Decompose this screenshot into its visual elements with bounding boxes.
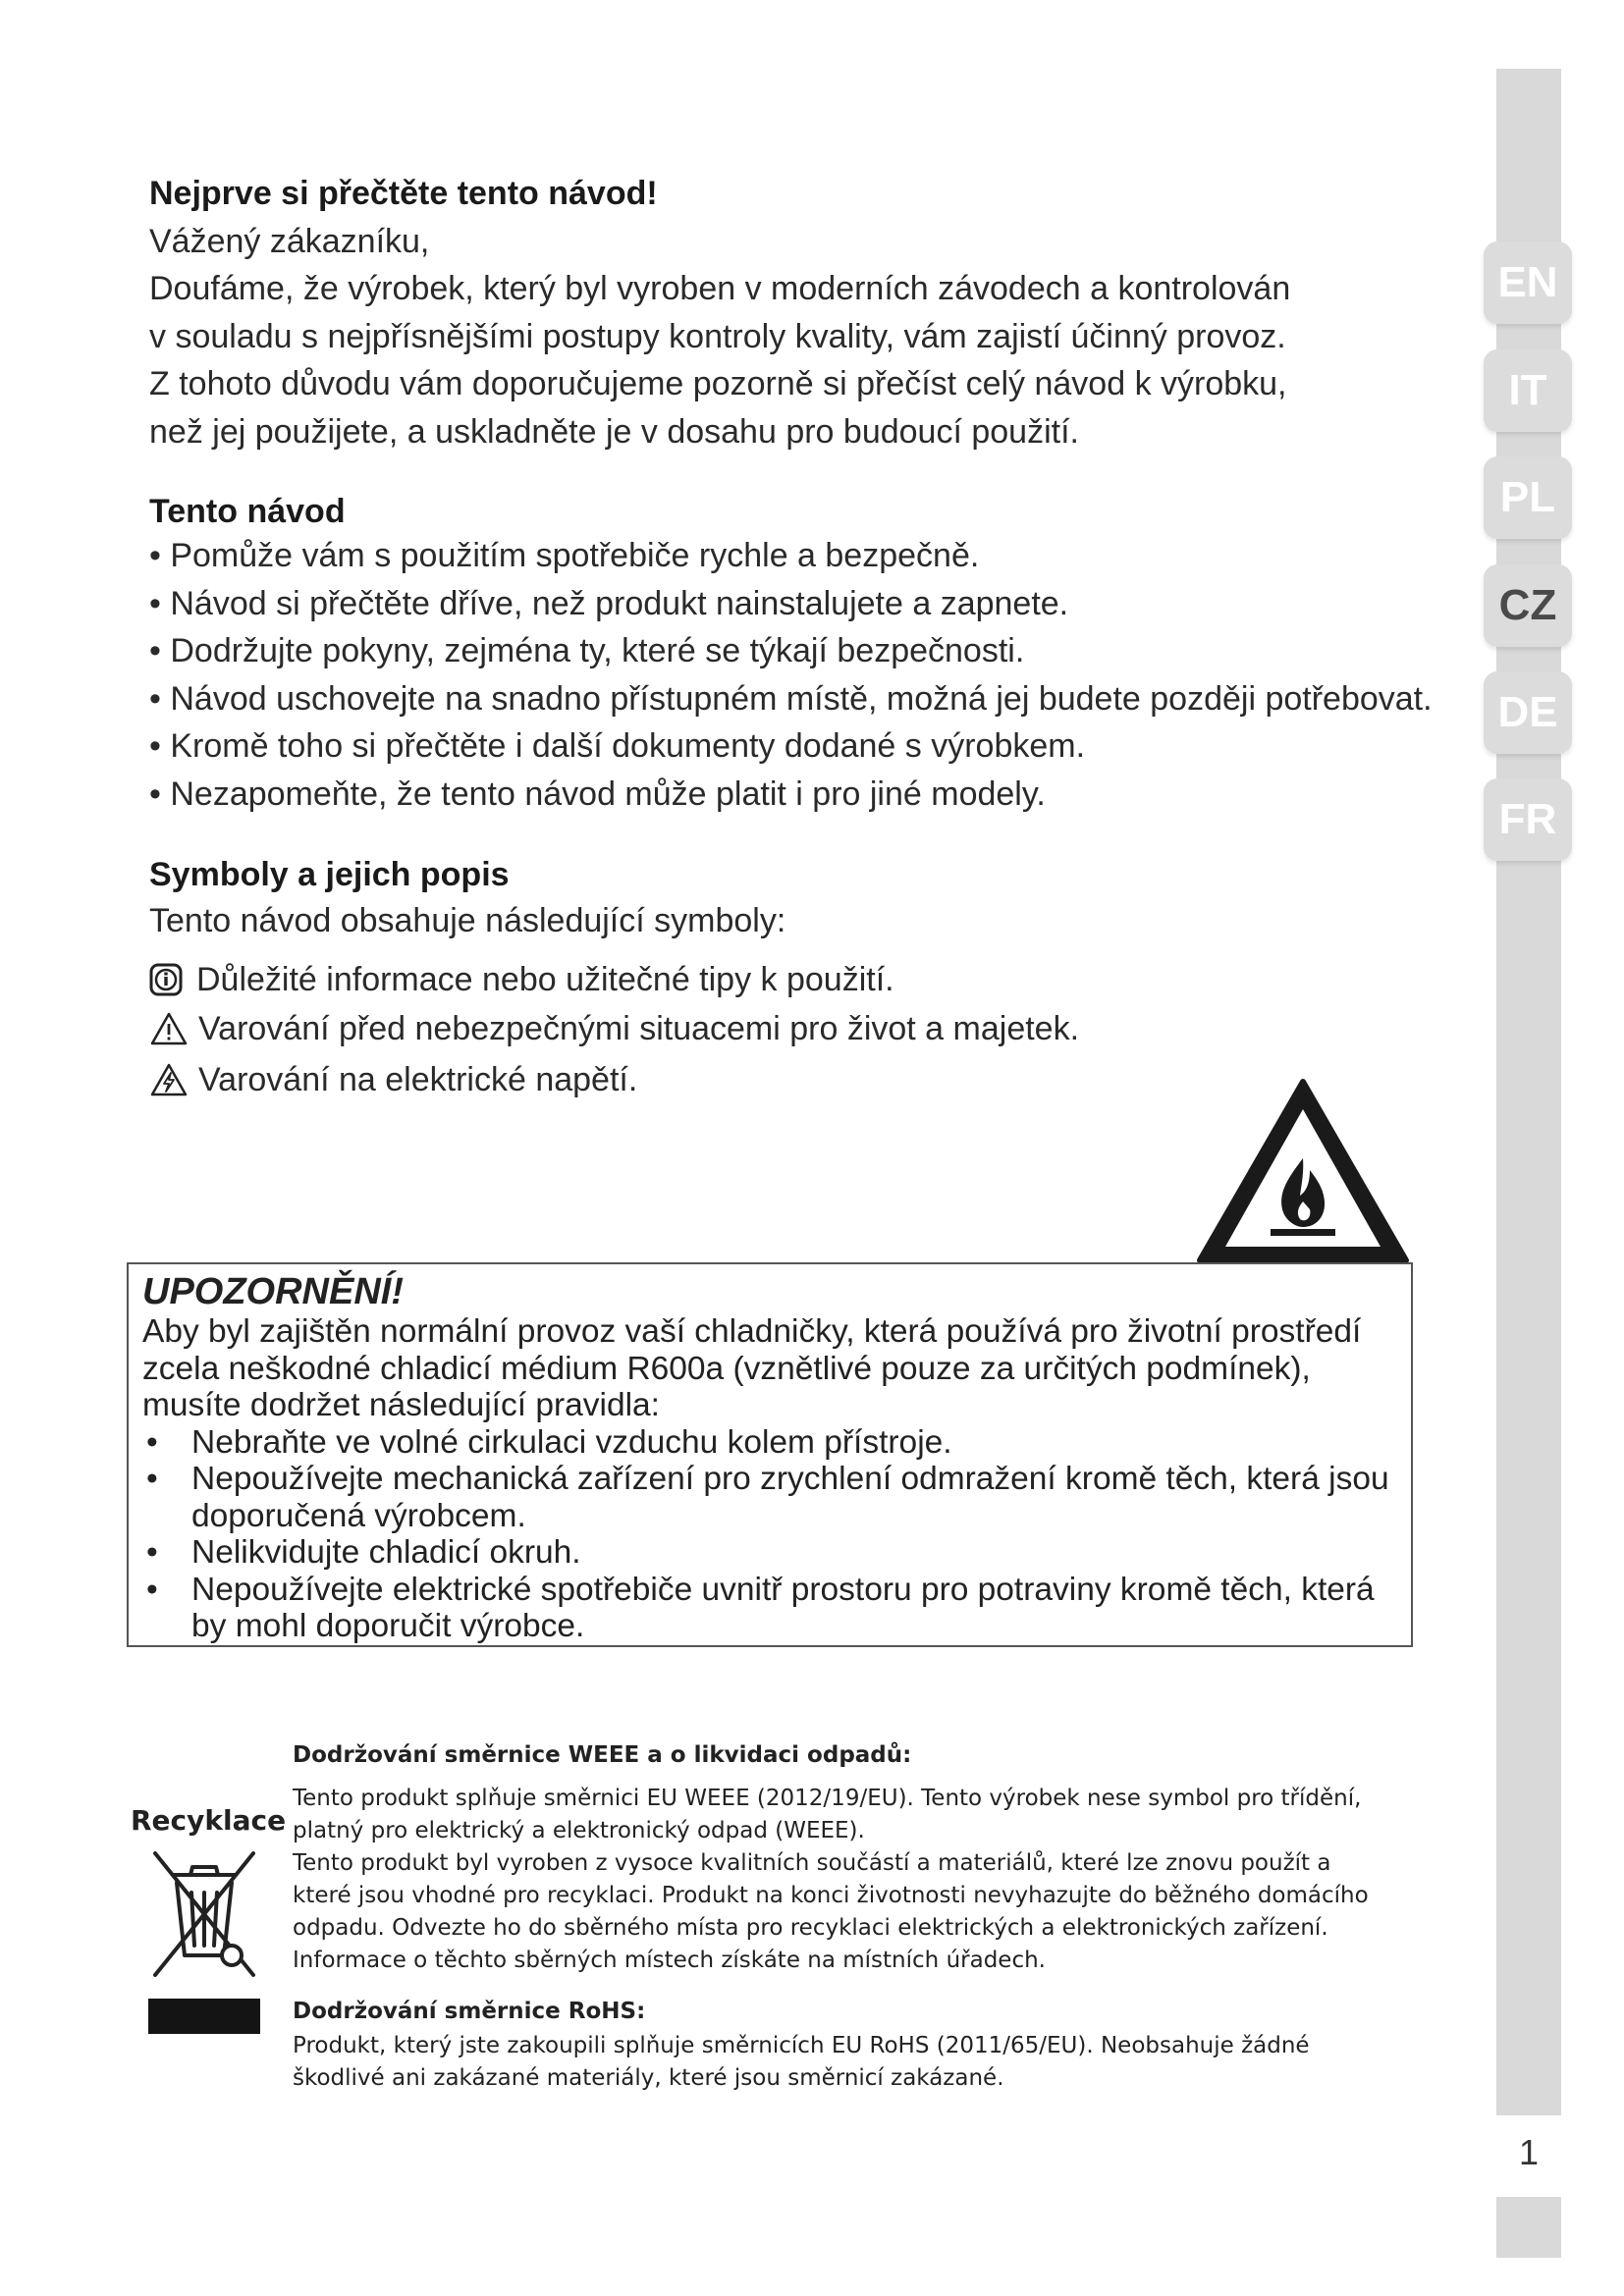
info-icon (149, 963, 183, 996)
intro-line: Doufáme, že výrobek, který byl vyroben v moderních závodech a kontrolován (149, 270, 1291, 307)
intro-heading: Nejprve si přečtěte tento návod! (149, 175, 658, 212)
manual-item: • Návod si přečtěte dříve, než produkt nainstalujete a zapnete. (149, 584, 1069, 622)
symbol-text: Důležité informace nebo užitečné tipy k použití. (196, 960, 894, 998)
sidebar-footer-block (1496, 2197, 1561, 2258)
symbol-row-info (149, 958, 894, 1001)
warning-item: • Nepoužívejte elektrické spotřebiče uvnitř prostoru pro potraviny kromě těch, která by mohl doporučit výrobce. (142, 1572, 1403, 1645)
weee-line: Tento produkt splňuje směrnici EU WEEE (2012/19/EU). Tento výrobek nese symbol pro třídění, (293, 1786, 1362, 1811)
page-number: 1 (1518, 2132, 1540, 2172)
symbols-intro: Tento návod obsahuje následující symboly: (149, 902, 786, 939)
lang-tab-it[interactable]: IT (1484, 349, 1572, 432)
recycle-label: Recyklace (131, 1804, 287, 1837)
crossed-out-bin-icon (147, 1845, 261, 1983)
rohs-line: Produkt, který jste zakoupili splňuje směrnicích EU RoHS (2011/65/EU). Neobsahuje žádné (293, 2033, 1310, 2058)
warning-item: • Nebraňte ve volné cirkulaci vzduchu kolem přístroje. (142, 1424, 1403, 1462)
manual-item: • Dodržujte pokyny, zejména ty, které se týkají bezpečnosti. (149, 632, 1025, 669)
manual-item: • Pomůže vám s použitím spotřebiče rychle a bezpečně. (149, 537, 980, 574)
intro-line: v souladu s nejpřísnějšími postupy kontroly kvality, vám zajistí účinný provoz. (149, 317, 1286, 355)
flammable-warning-sign-icon (1194, 1076, 1412, 1266)
warning-title: UPOZORNĚNÍ! (142, 1271, 404, 1312)
weee-line: které jsou vhodné pro recyklaci. Produkt na konci životnosti nevyhazujte do běžného domácího (293, 1883, 1369, 1908)
symbol-row-warning (149, 1007, 1079, 1050)
warning-triangle-icon (149, 1011, 189, 1046)
manual-heading: Tento návod (149, 493, 346, 530)
lang-tab-cz[interactable]: CZ (1484, 564, 1572, 647)
intro-line: Z tohoto důvodu vám doporučujeme pozorně si přečíst celý návod k výrobku, (149, 365, 1287, 402)
weee-line: odpadu. Odvezte ho do sběrného místa pro recyklaci elektrických a elektronických zařízení. (293, 1915, 1328, 1941)
warning-item: • Nepoužívejte mechanická zařízení pro zrychlení odmražení kromě těch, která jsou doporučená výrobcem. (142, 1461, 1403, 1534)
intro-line: než jej použijete, a uskladněte je v dosahu pro budoucí použití. (149, 412, 1079, 451)
rohs-text (293, 2030, 1310, 2095)
lang-tab-pl[interactable]: PL (1484, 456, 1572, 539)
warning-box (127, 1262, 1413, 1647)
manual-item: • Kromě toho si přečtěte i další dokumenty dodané s výrobkem. (149, 727, 1086, 765)
electric-warning-icon (149, 1062, 189, 1097)
symbol-text: Varování na elektrické napětí. (198, 1060, 638, 1098)
rohs-heading: Dodržování směrnice RoHS: (293, 1999, 646, 2024)
lang-tab-fr[interactable]: FR (1484, 778, 1572, 861)
warning-list (142, 1424, 1403, 1645)
symbol-row-electric (149, 1058, 637, 1101)
warning-paragraph: Aby byl zajištěn normální provoz vaší chladničky, která používá pro životní prostředí zcela neškodné chladicí médium R600a (vznětlivé pouze za určitých podmínek), musíte dodržet následující pravidla: (142, 1313, 1362, 1423)
intro-greeting: Vážený zákazníku, (149, 223, 430, 260)
manual-list (149, 532, 1433, 818)
weee-text (293, 1783, 1369, 1977)
rohs-line: škodlivé ani zakázané materiály, které jsou směrnicí zakázané. (293, 2065, 1004, 2091)
intro-paragraph (149, 265, 1290, 455)
lang-tab-en[interactable]: EN (1484, 241, 1572, 324)
weee-line: Informace o těchto sběrných místech získáte na místních úřadech. (293, 1948, 1046, 1973)
manual-item: • Nezapomeňte, že tento návod může platit i pro jiné modely. (149, 774, 1046, 813)
weee-line: platný pro elektrický a elektronický odpad (WEEE). (293, 1818, 865, 1843)
lang-tab-de[interactable]: DE (1484, 671, 1572, 754)
warning-item: • Nelikvidujte chladicí okruh. (142, 1534, 1403, 1572)
symbol-text: Varování před nebezpečnými situacemi pro život a majetek. (198, 1009, 1080, 1047)
weee-line: Tento produkt byl vyroben z vysoce kvalitních součástí a materiálů, které lze znovu použít a (293, 1850, 1331, 1876)
black-bar (148, 1999, 260, 2034)
manual-item: • Návod uschovejte na snadno přístupném místě, možná jej budete později potřebovat. (149, 679, 1433, 718)
weee-heading: Dodržování směrnice WEEE a o likvidaci odpadů: (293, 1742, 912, 1768)
symbols-heading: Symboly a jejich popis (149, 856, 510, 893)
